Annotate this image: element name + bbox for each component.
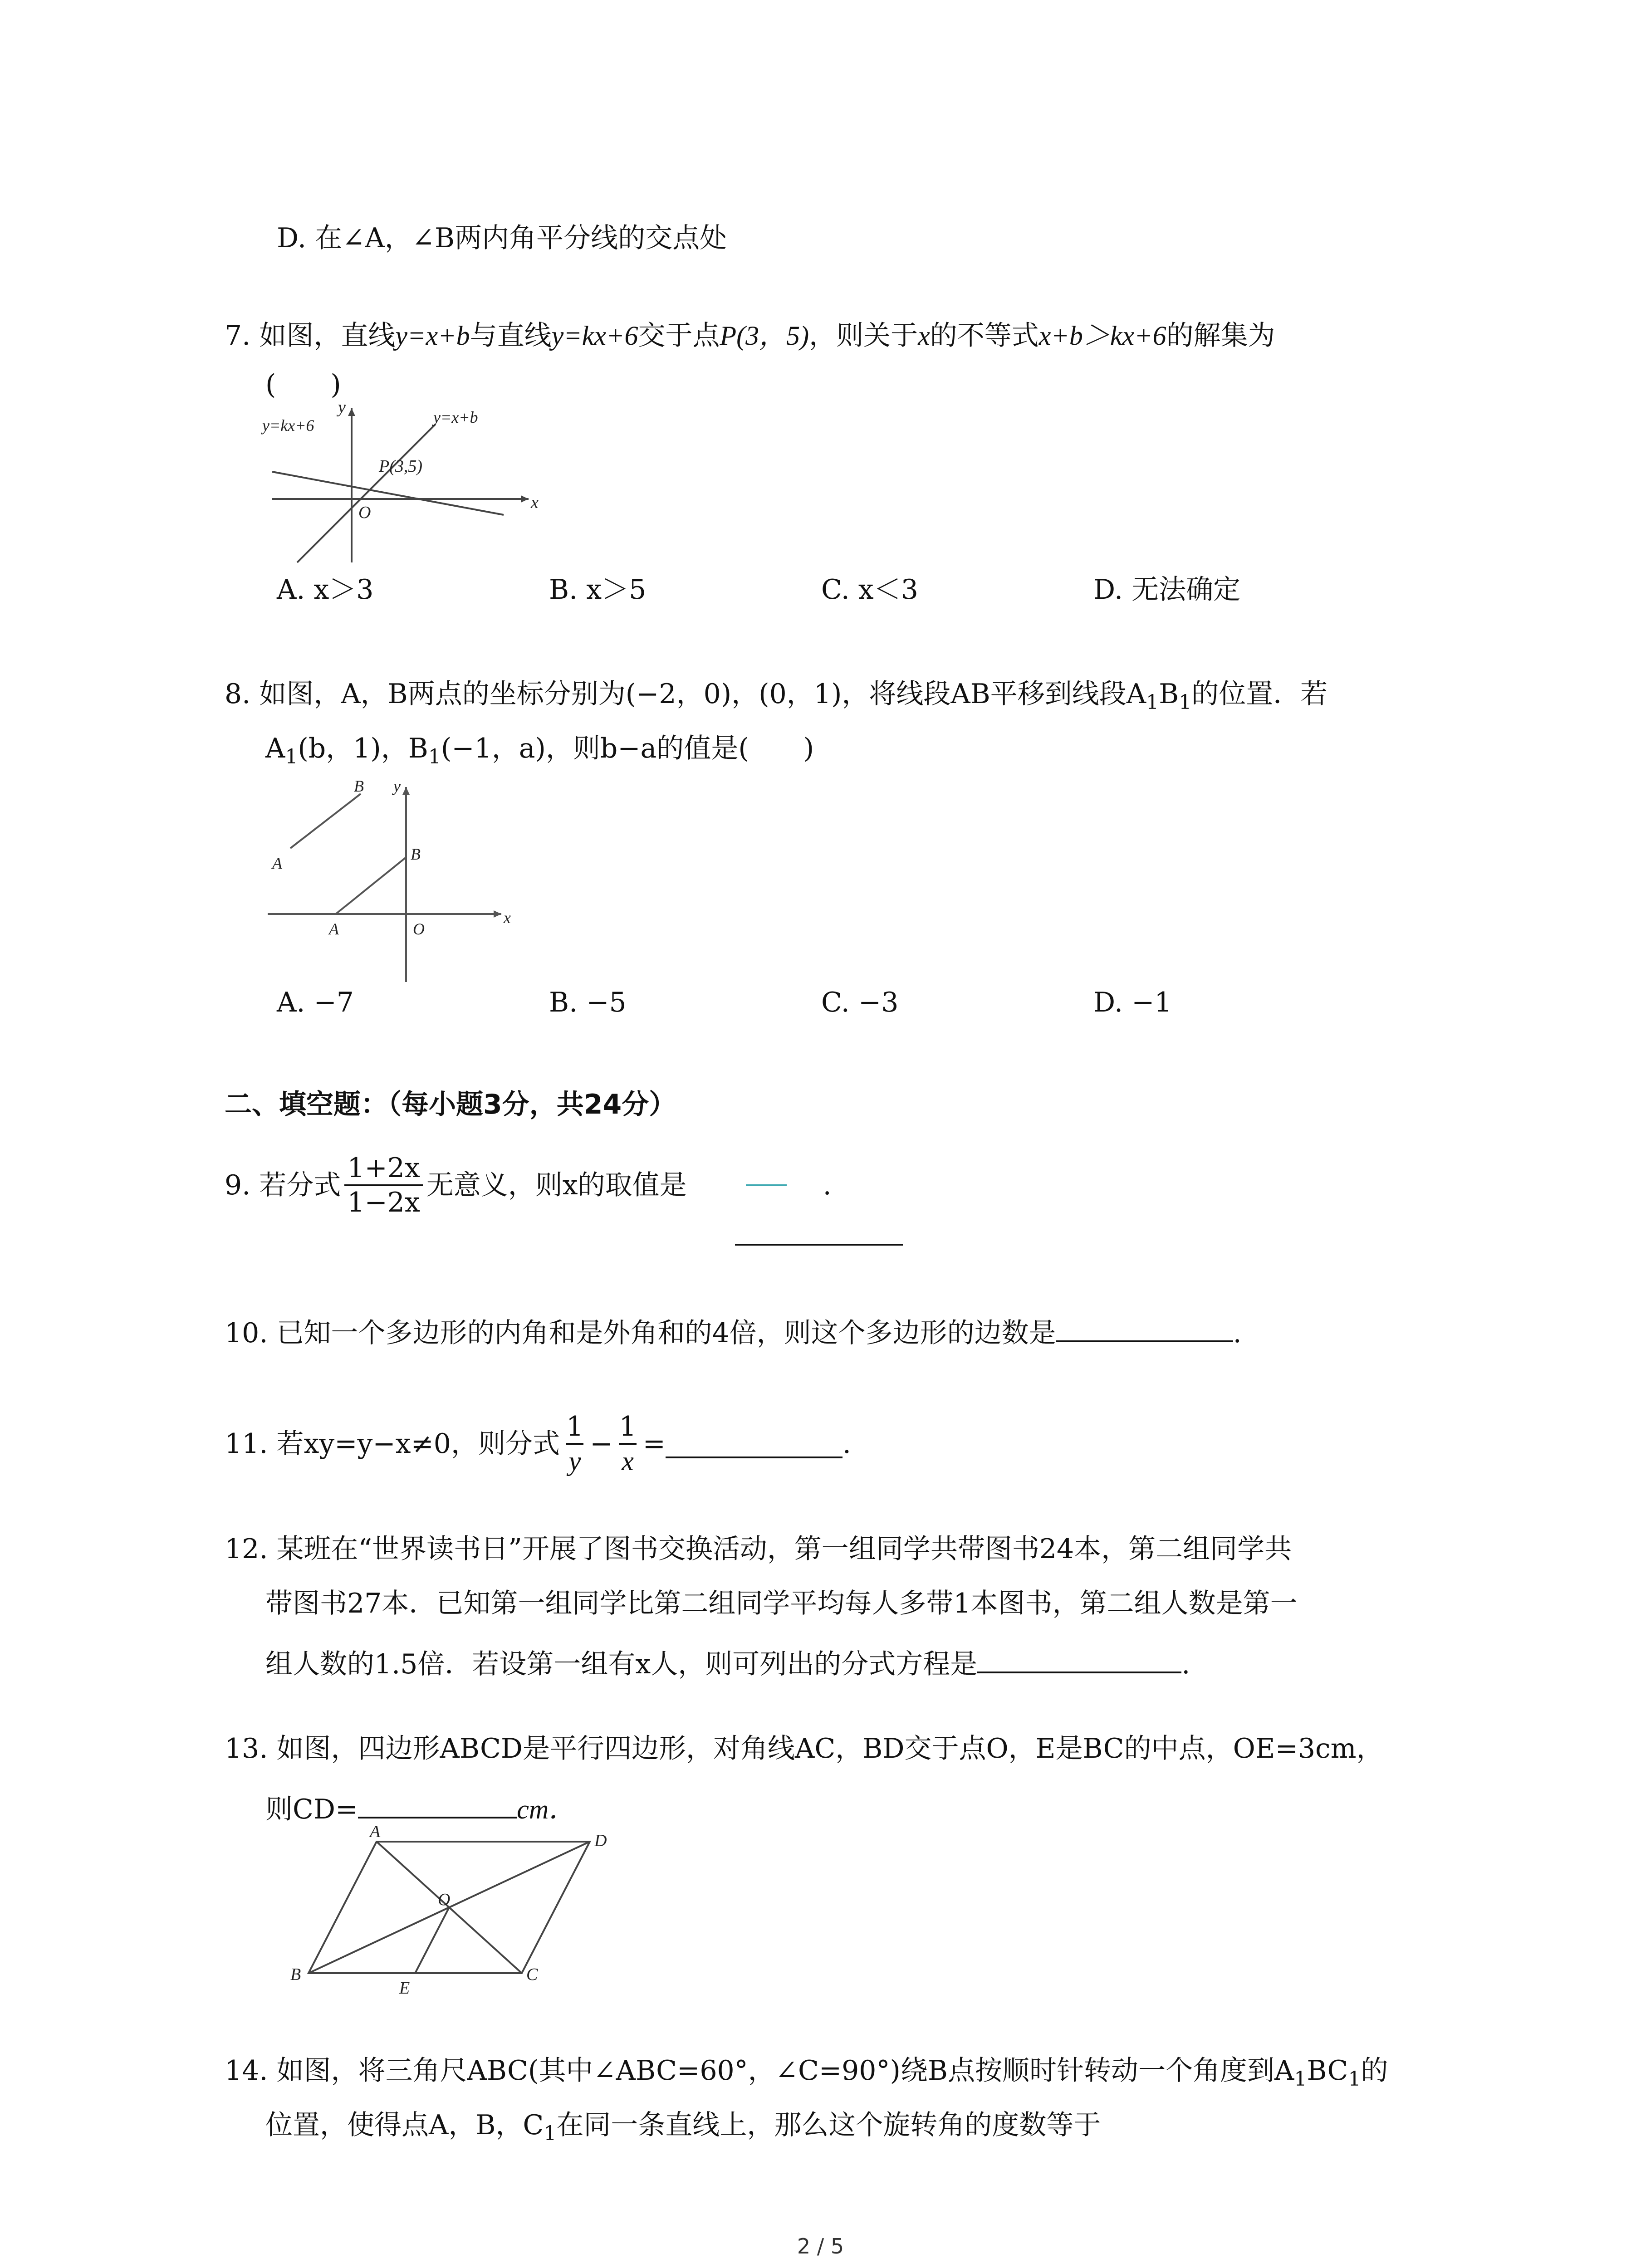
q11-answer-blank[interactable]: [666, 1429, 843, 1458]
svg-text:E: E: [399, 1979, 410, 1996]
q6-option-d: D. 在∠A，∠B两内角平分线的交点处: [277, 222, 727, 254]
svg-text:x: x: [504, 909, 511, 927]
svg-text:P(3,5): P(3,5): [379, 457, 423, 476]
q8-stem-line2: $A_1(b$，1)，$B_1(-1$，a)，则b−a的值是( ): [265, 733, 814, 768]
q7-option-b: B. x＞5: [549, 574, 647, 606]
q13-line2: 则CD= cm．: [265, 1789, 576, 1823]
q12-answer-blank[interactable]: [977, 1644, 1181, 1673]
svg-text:A: A: [272, 854, 282, 872]
svg-text:B: B: [354, 778, 364, 795]
q7-figure: [259, 399, 549, 572]
q9-answer-blank[interactable]: [735, 1243, 903, 1246]
svg-text:y=kx+6: y=kx+6: [262, 416, 314, 435]
q7-stem: 7. 如图，直线y=x+b与直线y=kx+6交于点P(3，5)，则关于x的不等式x+b＞kx+6的解集为: [225, 320, 1275, 352]
q8-stem-line1: 8. 如图，A，B两点的坐标分别为(−2，0)，(0，1)，将线段AB平移到线段$A_1B_1$的位置．若: [225, 678, 1328, 714]
svg-text:y: y: [393, 778, 401, 795]
svg-text:x: x: [531, 493, 539, 512]
svg-text:A: A: [370, 1823, 381, 1841]
svg-text:y: y: [338, 399, 346, 417]
q11-stem: 11. 若xy=y−x≠0，则分式 $\frac{1}{y}$ − $\frac{1}{x}$ = .: [225, 1411, 851, 1476]
svg-text:O: O: [438, 1890, 451, 1909]
svg-text:C: C: [526, 1965, 538, 1984]
svg-text:O: O: [358, 503, 371, 522]
svg-text:A: A: [329, 920, 339, 938]
svg-text:y=x+b: y=x+b: [433, 408, 478, 426]
svg-text:O: O: [413, 920, 425, 938]
svg-text:B: B: [411, 845, 421, 863]
q7-option-d: D. 无法确定: [1093, 574, 1241, 606]
q7-paren: ( ): [265, 369, 341, 401]
q7-option-a: A. x＞3: [277, 574, 374, 606]
q12-line1: 12. 某班在“世界读书日”开展了图书交换活动，第一组同学共带图书24本，第二组同学共: [225, 1533, 1292, 1565]
q9-stem: 9. 若分式 $\frac{1+2x}{1-2x}$ 无意义，则x的取值是 .: [225, 1152, 832, 1218]
q7-option-c: C. x＜3: [821, 574, 918, 606]
svg-text:B: B: [290, 1965, 301, 1984]
q12-line2: 带图书27本．已知第一组同学比第二组同学平均每人多带1本图书，第二组人数是第一: [265, 1588, 1298, 1619]
q8-option-a: A. −7: [277, 987, 354, 1018]
q13-answer-blank[interactable]: [358, 1789, 517, 1818]
q14-line1: 14. 如图，将三角尺ABC(其中∠ABC=60°，∠C=90°)绕B点按顺时针转动一个角度到$A_1BC_1$的: [225, 2055, 1388, 2091]
q10-stem: 10. 已知一个多边形的内角和是外角和的4倍，则这个多边形的边数是 .: [225, 1313, 1242, 1347]
svg-text:D: D: [594, 1831, 607, 1850]
q8-figure: [263, 778, 517, 987]
q13-figure: [277, 1823, 631, 1996]
section-heading: 二、填空题：（每小题3分，共24分）: [225, 1089, 676, 1120]
q14-line2: 位置，使得点A，B，$C_1$在同一条直线上，那么这个旋转角的度数等于: [265, 2109, 1101, 2145]
q8-option-c: C. −3: [821, 987, 899, 1018]
q8-option-d: D. −1: [1093, 987, 1172, 1018]
q9-fraction: $\frac{1+2x}{1-2x}$: [344, 1154, 422, 1216]
q10-answer-blank[interactable]: [1056, 1313, 1233, 1342]
page-number: 2 / 5: [797, 2234, 844, 2258]
q8-option-b: B. −5: [549, 987, 627, 1018]
q12-line3: 组人数的1.5倍．若设第一组有x人，则可列出的分式方程是 .: [265, 1644, 1190, 1678]
q13-line1: 13. 如图，四边形ABCD是平行四边形，对角线AC，BD交于点O，E是BC的中点，OE=3cm，: [225, 1733, 1384, 1765]
